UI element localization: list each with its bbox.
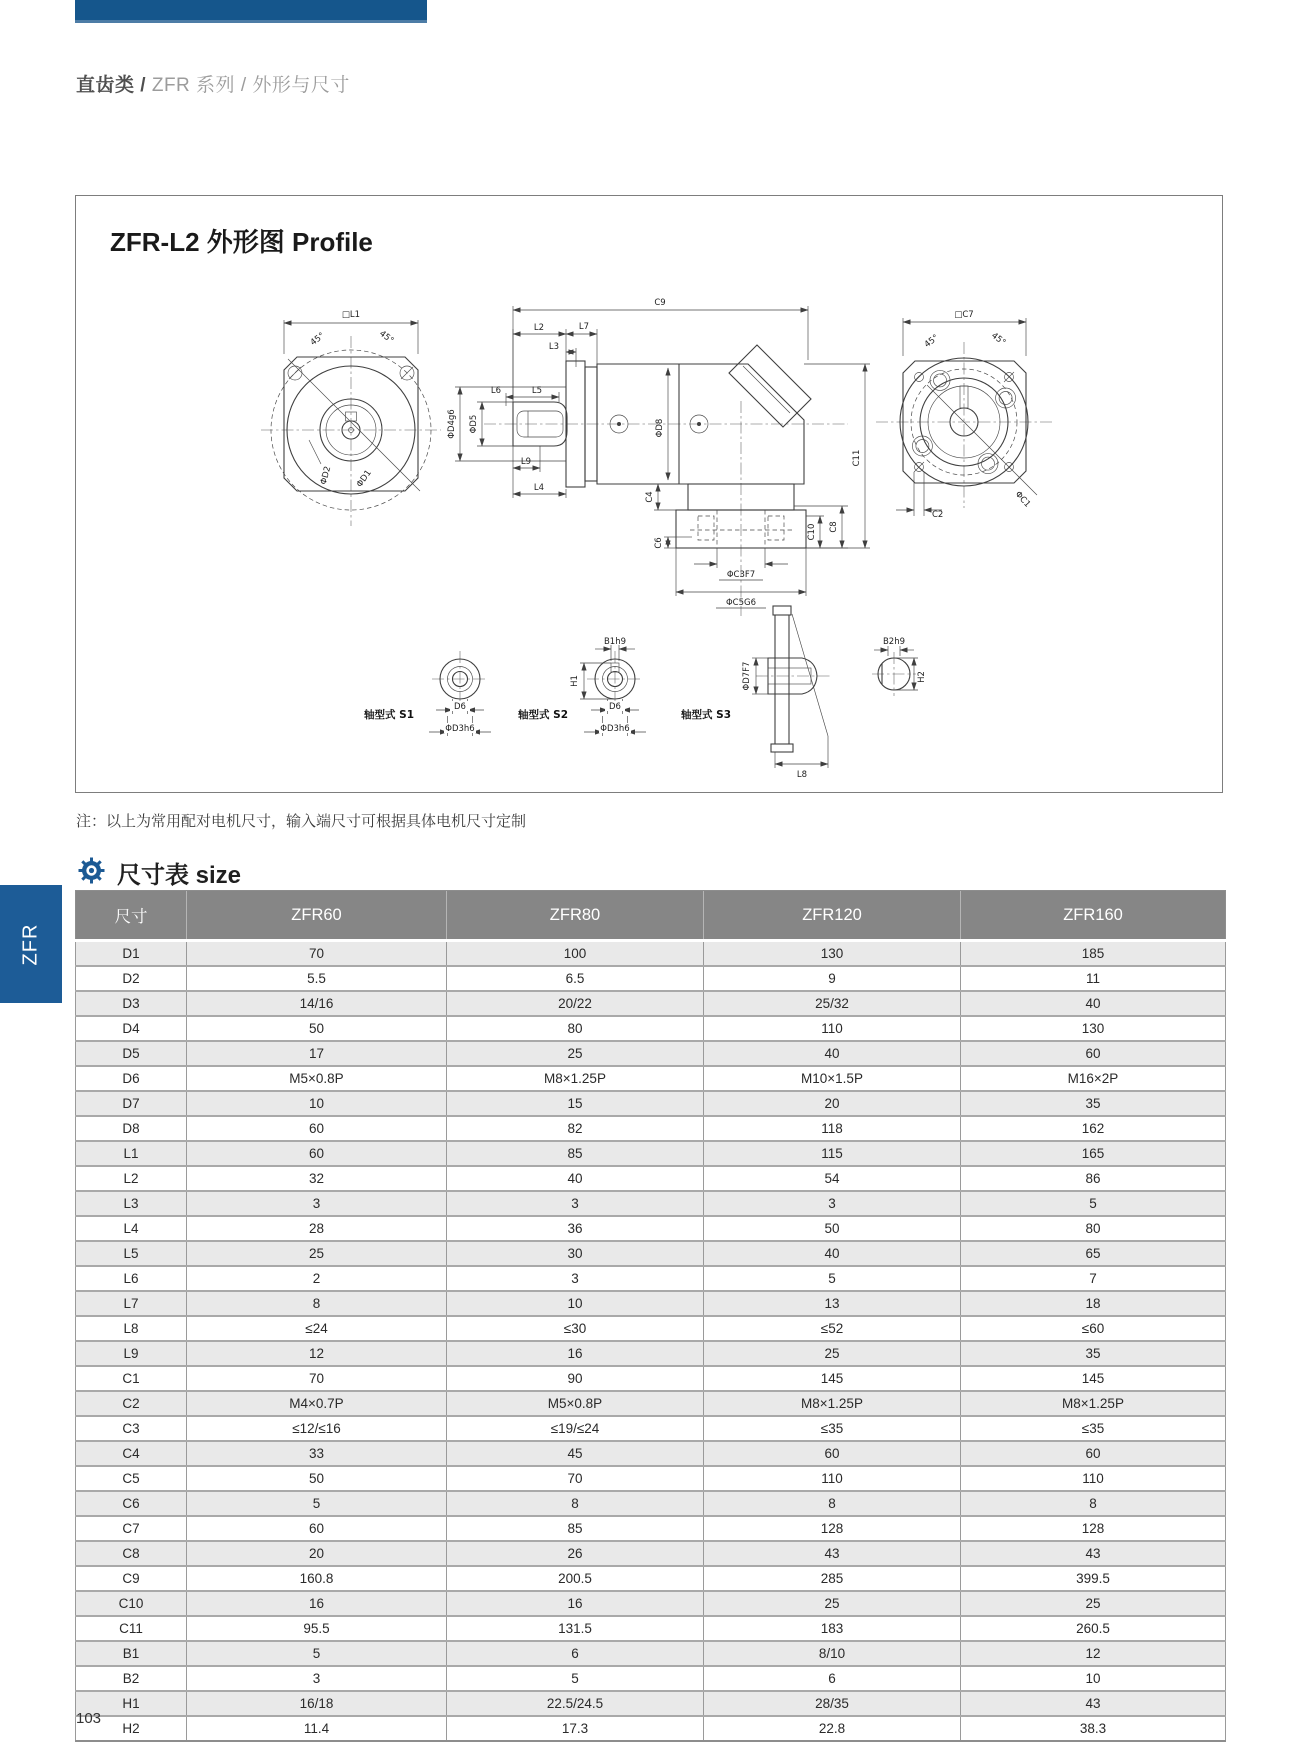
table-cell: 399.5 <box>961 1566 1226 1591</box>
table-cell: 60 <box>187 1141 447 1166</box>
size-section-heading <box>78 855 241 890</box>
technical-drawing <box>76 196 1222 792</box>
row-dimension-label: D8 <box>76 1116 187 1141</box>
dim-d7f7: ΦD7F7 <box>742 661 752 691</box>
dim-l4: L4 <box>533 483 545 493</box>
table-cell: 17.3 <box>447 1716 704 1741</box>
table-cell: 43 <box>704 1541 961 1566</box>
table-cell: 6 <box>447 1641 704 1666</box>
row-dimension-label: D3 <box>76 991 187 1016</box>
row-dimension-label: L7 <box>76 1291 187 1316</box>
table-cell: 3 <box>187 1191 447 1216</box>
row-dimension-label: L5 <box>76 1241 187 1266</box>
table-cell: 13 <box>704 1291 961 1316</box>
dim-rv-45-right: 45° <box>989 330 1008 349</box>
breadcrumb-category: 直齿类 / <box>76 75 147 96</box>
table-cell: 85 <box>447 1516 704 1541</box>
table-row <box>76 1316 1226 1341</box>
table-cell: 40 <box>447 1166 704 1191</box>
table-cell: 3 <box>447 1191 704 1216</box>
table-cell: 10 <box>447 1291 704 1316</box>
rear-view <box>876 310 1052 520</box>
table-cell: 10 <box>961 1666 1226 1691</box>
table-row <box>76 1416 1226 1441</box>
table-cell: 14/16 <box>187 991 447 1016</box>
table-cell: 40 <box>704 1041 961 1066</box>
table-row <box>76 1491 1226 1516</box>
dim-c4: C4 <box>645 491 655 503</box>
table-cell: 25 <box>447 1041 704 1066</box>
side-view <box>447 298 870 616</box>
table-cell: M5×0.8P <box>447 1391 704 1416</box>
dim-l2: L2 <box>533 323 545 333</box>
table-cell: 50 <box>187 1466 447 1491</box>
column-header: ZFR160 <box>961 891 1226 941</box>
table-cell: 8 <box>704 1491 961 1516</box>
row-dimension-label: D5 <box>76 1041 187 1066</box>
table-cell: 128 <box>961 1516 1226 1541</box>
table-cell: 260.5 <box>961 1616 1226 1641</box>
table-cell: 145 <box>704 1366 961 1391</box>
dim-l6: L6 <box>490 386 502 396</box>
table-cell: 15 <box>447 1091 704 1116</box>
table-cell: 285 <box>704 1566 961 1591</box>
table-cell: 8 <box>187 1291 447 1316</box>
dim-d6-s1: D6 <box>454 702 466 712</box>
table-cell: 43 <box>961 1541 1226 1566</box>
table-cell: 183 <box>704 1616 961 1641</box>
table-cell: 25/32 <box>704 991 961 1016</box>
breadcrumb-rest: ZFR 系列 / 外形与尺寸 <box>146 75 350 96</box>
row-dimension-label: H2 <box>76 1716 187 1741</box>
table-row <box>76 1441 1226 1466</box>
table-row <box>76 1091 1226 1116</box>
table-row <box>76 966 1226 991</box>
table-cell: 40 <box>704 1241 961 1266</box>
dim-c5g6: ΦC5G6 <box>725 598 757 608</box>
table-cell: 26 <box>447 1541 704 1566</box>
table-cell: 100 <box>447 941 704 967</box>
shaft-type-s3-label: 轴型式 S3 <box>680 709 732 721</box>
table-cell: 50 <box>187 1016 447 1041</box>
dim-b2h9: B2h9 <box>882 637 906 647</box>
table-cell: M5×0.8P <box>187 1066 447 1091</box>
table-cell: 118 <box>704 1116 961 1141</box>
table-row <box>76 1591 1226 1616</box>
table-cell: 65 <box>961 1241 1226 1266</box>
table-cell: 3 <box>447 1266 704 1291</box>
dim-d2: ΦD2 <box>318 465 334 486</box>
table-row <box>76 1566 1226 1591</box>
table-cell: 115 <box>704 1141 961 1166</box>
table-cell: 8 <box>961 1491 1226 1516</box>
column-header: ZFR60 <box>187 891 447 941</box>
dim-h2: H2 <box>917 671 927 683</box>
table-cell: 20 <box>704 1091 961 1116</box>
table-row <box>76 1341 1226 1366</box>
dim-c9: C9 <box>654 298 666 308</box>
dim-fv-45-right: 45° <box>377 328 396 347</box>
dim-l5: L5 <box>531 386 543 396</box>
row-dimension-label: D6 <box>76 1066 187 1091</box>
dim-rv-45-left: 45° <box>922 332 941 351</box>
row-dimension-label: B2 <box>76 1666 187 1691</box>
page-number: 103 <box>76 1710 102 1727</box>
table-cell: 110 <box>704 1016 961 1041</box>
table-row <box>76 1016 1226 1041</box>
table-cell: 60 <box>961 1441 1226 1466</box>
dim-c7: □C7 <box>954 310 974 320</box>
column-header: ZFR120 <box>704 891 961 941</box>
dim-fv-45-left: 45° <box>308 330 327 349</box>
sidebar-series-label: ZFR <box>19 923 42 965</box>
dim-d1: ΦD1 <box>354 468 374 490</box>
table-cell: M8×1.25P <box>447 1066 704 1091</box>
table-cell: 25 <box>187 1241 447 1266</box>
table-cell: 162 <box>961 1116 1226 1141</box>
dim-d5: ΦD5 <box>469 414 479 434</box>
table-row <box>76 1541 1226 1566</box>
table-cell: 3 <box>187 1666 447 1691</box>
table-row <box>76 1266 1226 1291</box>
table-cell: 22.8 <box>704 1716 961 1741</box>
top-accent-bar <box>75 0 427 23</box>
table-row <box>76 1241 1226 1266</box>
table-cell: ≤12/≤16 <box>187 1416 447 1441</box>
table-cell: 11.4 <box>187 1716 447 1741</box>
table-cell: 30 <box>447 1241 704 1266</box>
table-cell: 5.5 <box>187 966 447 991</box>
table-cell: 128 <box>704 1516 961 1541</box>
table-cell: 43 <box>961 1691 1226 1716</box>
table-cell: 16 <box>447 1341 704 1366</box>
table-row <box>76 1191 1226 1216</box>
column-header: 尺寸 <box>76 891 187 941</box>
dim-c6: C6 <box>654 537 664 549</box>
header-row <box>76 891 1226 941</box>
row-dimension-label: L8 <box>76 1316 187 1341</box>
row-dimension-label: C4 <box>76 1441 187 1466</box>
table-cell: 70 <box>187 1366 447 1391</box>
profile-title: ZFR-L2 外形图 Profile <box>110 227 373 257</box>
row-dimension-label: D1 <box>76 941 187 967</box>
table-cell: 2 <box>187 1266 447 1291</box>
table-cell: 165 <box>961 1141 1226 1166</box>
table-cell: 10 <box>187 1091 447 1116</box>
table-cell: ≤35 <box>961 1416 1226 1441</box>
row-dimension-label: C3 <box>76 1416 187 1441</box>
table-cell: 20/22 <box>447 991 704 1016</box>
shaft-type-s1-label: 轴型式 S1 <box>363 709 415 721</box>
table-cell: 25 <box>704 1591 961 1616</box>
table-cell: 16 <box>447 1591 704 1616</box>
table-cell: 130 <box>961 1016 1226 1041</box>
size-table-header <box>76 891 1226 941</box>
table-cell: 60 <box>961 1041 1226 1066</box>
table-cell: 70 <box>447 1466 704 1491</box>
table-cell: 82 <box>447 1116 704 1141</box>
table-row <box>76 1066 1226 1091</box>
table-cell: 85 <box>447 1141 704 1166</box>
dim-c3f7: ΦC3F7 <box>726 570 756 580</box>
table-cell: 110 <box>704 1466 961 1491</box>
table-row <box>76 1616 1226 1641</box>
table-cell: 131.5 <box>447 1616 704 1641</box>
table-cell: 5 <box>704 1266 961 1291</box>
row-dimension-label: L6 <box>76 1266 187 1291</box>
shaft-type-s2-label: 轴型式 S2 <box>517 709 569 721</box>
table-row <box>76 1366 1226 1391</box>
table-row <box>76 1391 1226 1416</box>
table-row <box>76 1666 1226 1691</box>
row-dimension-label: C11 <box>76 1616 187 1641</box>
table-cell: 145 <box>961 1366 1226 1391</box>
table-cell: 3 <box>704 1191 961 1216</box>
table-cell: 28/35 <box>704 1691 961 1716</box>
table-cell: 12 <box>187 1341 447 1366</box>
table-row <box>76 1641 1226 1666</box>
table-cell: 160.8 <box>187 1566 447 1591</box>
table-cell: 8/10 <box>704 1641 961 1666</box>
table-cell: 16/18 <box>187 1691 447 1716</box>
breadcrumb <box>76 70 350 97</box>
gear-icon <box>78 857 105 889</box>
dim-c10: C10 <box>807 523 817 541</box>
dim-b1h9: B1h9 <box>603 637 627 647</box>
table-cell: 32 <box>187 1166 447 1191</box>
table-cell: 33 <box>187 1441 447 1466</box>
table-cell: ≤19/≤24 <box>447 1416 704 1441</box>
table-cell: 28 <box>187 1216 447 1241</box>
table-cell: ≤52 <box>704 1316 961 1341</box>
dim-d8: ΦD8 <box>655 418 665 438</box>
row-dimension-label: H1 <box>76 1691 187 1716</box>
dim-c1: ΦC1 <box>1012 489 1033 510</box>
table-cell: 80 <box>961 1216 1226 1241</box>
table-cell: 5 <box>187 1641 447 1666</box>
table-cell: 25 <box>961 1591 1226 1616</box>
dim-l1: □L1 <box>341 310 361 320</box>
dim-d6-s2: D6 <box>609 702 621 712</box>
table-row <box>76 1116 1226 1141</box>
dim-l9: L9 <box>520 457 532 467</box>
table-cell: 130 <box>704 941 961 967</box>
table-cell: 200.5 <box>447 1566 704 1591</box>
table-cell: 35 <box>961 1341 1226 1366</box>
table-cell: 70 <box>187 941 447 967</box>
row-dimension-label: L4 <box>76 1216 187 1241</box>
dim-c8: C8 <box>829 521 839 533</box>
table-cell: 60 <box>187 1116 447 1141</box>
row-dimension-label: C2 <box>76 1391 187 1416</box>
table-cell: M8×1.25P <box>961 1391 1226 1416</box>
table-cell: 12 <box>961 1641 1226 1666</box>
row-dimension-label: C10 <box>76 1591 187 1616</box>
table-cell: 86 <box>961 1166 1226 1191</box>
table-row <box>76 1516 1226 1541</box>
table-cell: 95.5 <box>187 1616 447 1641</box>
dim-d3h6-s1: ΦD3h6 <box>445 724 475 734</box>
dim-d4g6: ΦD4g6 <box>447 409 457 439</box>
row-dimension-label: C7 <box>76 1516 187 1541</box>
column-header: ZFR80 <box>447 891 704 941</box>
dim-l8: L8 <box>796 770 808 780</box>
dim-l7: L7 <box>578 322 590 332</box>
size-table <box>75 890 1226 1742</box>
table-row <box>76 1291 1226 1316</box>
note-text: 注：以上为常用配对电机尺寸，输入端尺寸可根据具体电机尺寸定制 <box>76 813 527 830</box>
shaft-type-sections <box>364 606 927 780</box>
table-cell: 17 <box>187 1041 447 1066</box>
table-row <box>76 1141 1226 1166</box>
table-cell: ≤35 <box>704 1416 961 1441</box>
row-dimension-label: L9 <box>76 1341 187 1366</box>
table-cell: 5 <box>961 1191 1226 1216</box>
dim-h1: H1 <box>570 675 580 687</box>
size-section-title: 尺寸表 size <box>117 862 242 889</box>
row-dimension-label: L3 <box>76 1191 187 1216</box>
row-dimension-label: L2 <box>76 1166 187 1191</box>
table-cell: 5 <box>187 1491 447 1516</box>
dim-c2: C2 <box>932 510 944 520</box>
table-cell: 36 <box>447 1216 704 1241</box>
table-row <box>76 1166 1226 1191</box>
sidebar-series-tab <box>0 885 62 1003</box>
row-dimension-label: L1 <box>76 1141 187 1166</box>
table-cell: 16 <box>187 1591 447 1616</box>
table-cell: 5 <box>447 1666 704 1691</box>
table-cell: M8×1.25P <box>704 1391 961 1416</box>
table-cell: M16×2P <box>961 1066 1226 1091</box>
table-cell: 11 <box>961 966 1226 991</box>
profile-drawing-panel <box>75 195 1223 793</box>
front-view <box>261 310 441 526</box>
table-cell: 60 <box>187 1516 447 1541</box>
table-cell: 40 <box>961 991 1226 1016</box>
dim-l3: L3 <box>548 342 560 352</box>
table-cell: 185 <box>961 941 1226 967</box>
table-cell: 22.5/24.5 <box>447 1691 704 1716</box>
table-cell: 18 <box>961 1291 1226 1316</box>
table-row <box>76 1716 1226 1741</box>
row-dimension-label: C9 <box>76 1566 187 1591</box>
row-dimension-label: C6 <box>76 1491 187 1516</box>
table-cell: M10×1.5P <box>704 1066 961 1091</box>
table-cell: 25 <box>704 1341 961 1366</box>
table-cell: ≤24 <box>187 1316 447 1341</box>
table-row <box>76 1691 1226 1716</box>
row-dimension-label: C8 <box>76 1541 187 1566</box>
table-cell: 38.3 <box>961 1716 1226 1741</box>
table-cell: 80 <box>447 1016 704 1041</box>
row-dimension-label: B1 <box>76 1641 187 1666</box>
row-dimension-label: D4 <box>76 1016 187 1041</box>
table-cell: 90 <box>447 1366 704 1391</box>
dim-d3h6-s2: ΦD3h6 <box>600 724 630 734</box>
table-cell: 60 <box>704 1441 961 1466</box>
table-cell: M4×0.7P <box>187 1391 447 1416</box>
table-row <box>76 1041 1226 1066</box>
table-cell: ≤30 <box>447 1316 704 1341</box>
row-dimension-label: C1 <box>76 1366 187 1391</box>
table-cell: 50 <box>704 1216 961 1241</box>
table-cell: 7 <box>961 1266 1226 1291</box>
size-table-body <box>76 941 1226 1742</box>
row-dimension-label: D7 <box>76 1091 187 1116</box>
table-row <box>76 991 1226 1016</box>
dim-c11: C11 <box>852 449 862 467</box>
table-cell: 54 <box>704 1166 961 1191</box>
table-cell: 6 <box>704 1666 961 1691</box>
table-cell: 20 <box>187 1541 447 1566</box>
table-row <box>76 1216 1226 1241</box>
table-cell: 110 <box>961 1466 1226 1491</box>
row-dimension-label: C5 <box>76 1466 187 1491</box>
table-row <box>76 941 1226 967</box>
table-cell: ≤60 <box>961 1316 1226 1341</box>
table-cell: 9 <box>704 966 961 991</box>
table-cell: 8 <box>447 1491 704 1516</box>
row-dimension-label: D2 <box>76 966 187 991</box>
table-cell: 45 <box>447 1441 704 1466</box>
table-cell: 35 <box>961 1091 1226 1116</box>
table-row <box>76 1466 1226 1491</box>
table-cell: 6.5 <box>447 966 704 991</box>
